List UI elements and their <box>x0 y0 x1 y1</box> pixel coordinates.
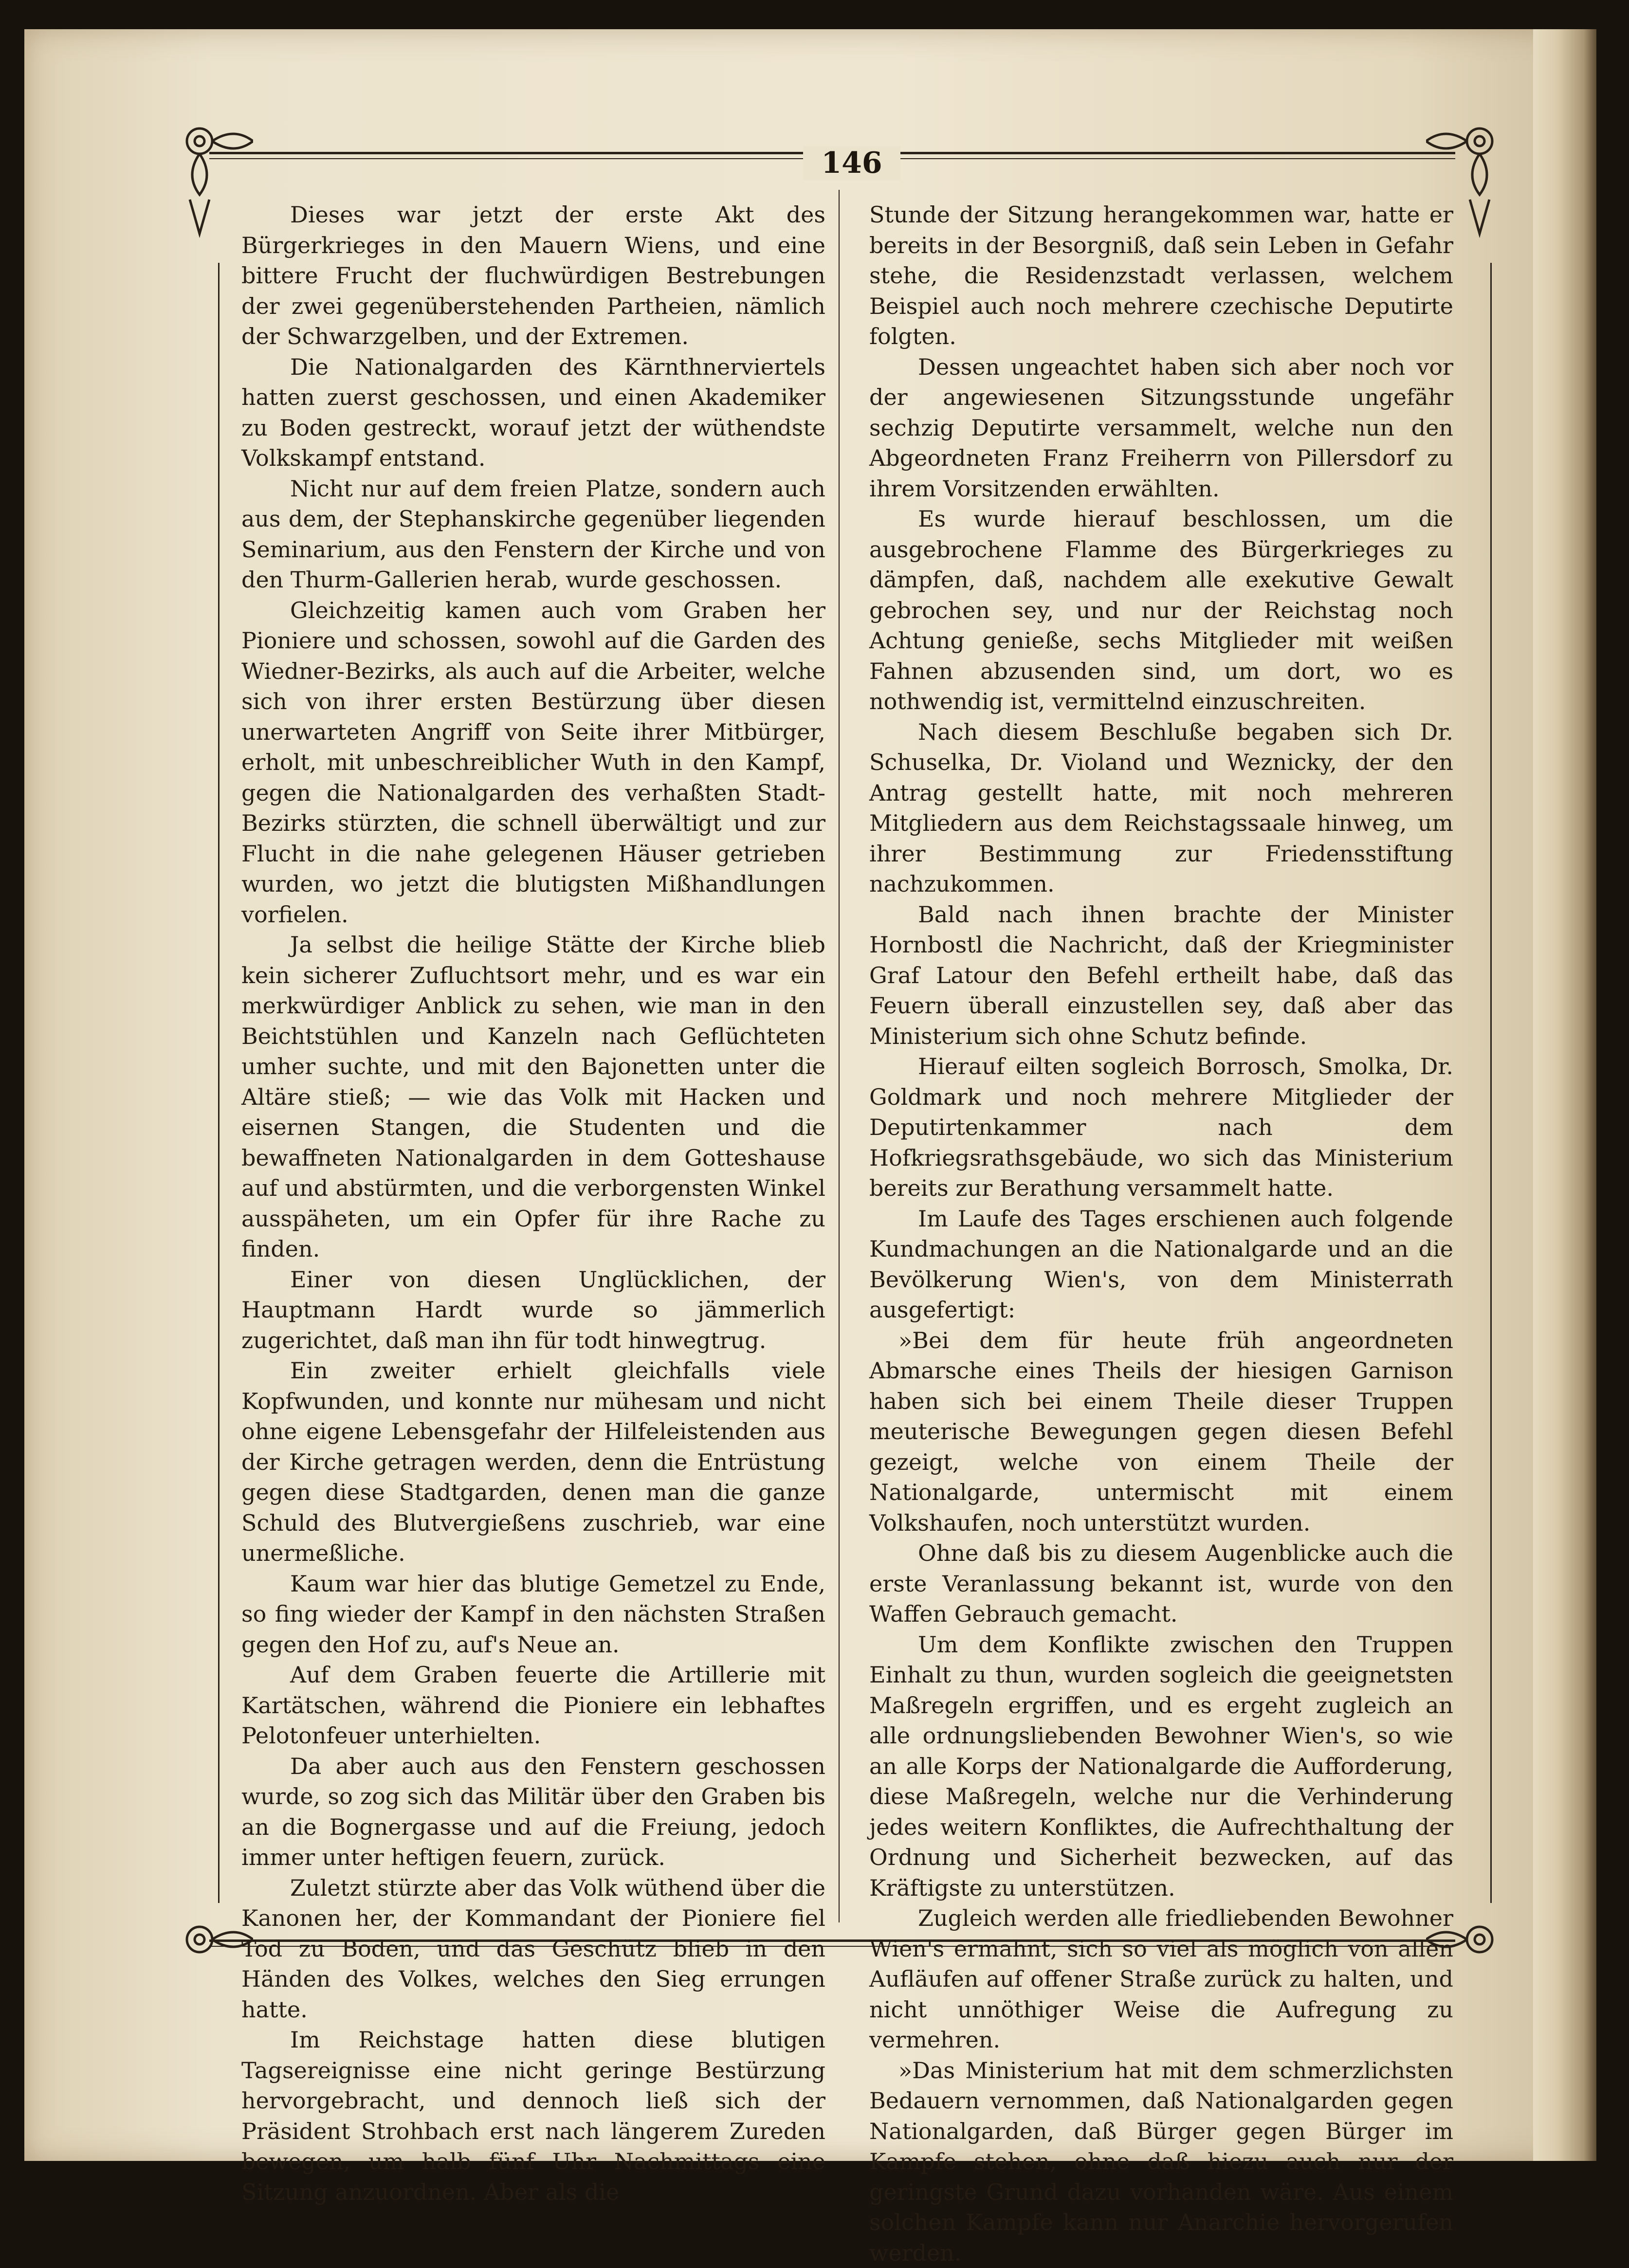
paragraph: Kaum war hier das blutige Gemetzel zu Ende, so fing wieder der Kampf in den nächsten Straßen gegen den Hof zu, auf's Neue an. <box>241 1569 825 1660</box>
paragraph: Ein zweiter erhielt gleichfalls viele Kopfwunden, und konnte nur mühesam und nicht ohne eigene Lebensgefahr der Hilfeleistenden aus der Kirche getragen werden, denn die Entrüstung gegen diese Stadtgarden, denen man die ganze Schuld des Blutvergießens zuschrieb, war eine unermeßliche. <box>241 1355 825 1569</box>
paragraph: Ohne daß bis zu diesem Augenblicke auch die erste Veranlassung bekannt ist, wurde von den Waffen Gebrauch gemacht. <box>869 1538 1453 1629</box>
paragraph: Ja selbst die heilige Stätte der Kirche blieb kein sicherer Zufluchtsort mehr, und es war ein merkwürdiger Anblick zu sehen, wie man in den Beichtstühlen und Kanzeln nach Geflüchteten umher suchte, und mit den Bajonetten unter die Altäre stieß; — wie das Volk mit Hacken und eisernen Stangen, die Studenten und die bewaffneten Nationalgarden in dem Gotteshause auf und abstürmten, und die verborgensten Winkel ausspäheten, um ein Opfer für ihre Rache zu finden. <box>241 930 825 1264</box>
book-page <box>24 29 1596 2161</box>
column-divider <box>839 190 840 1922</box>
paragraph: »Das Ministerium hat mit dem schmerzlichsten Bedauern vernommen, daß Nationalgarden gegen Nationalgarden, daß Bürger gegen Bürger im Kampfe stehen, ohne daß hiezu auch nur der geringste Grund dazu vorhanden wäre. Aus einem solchen Kampfe kann nur Anarchie hervorgerufen werden. <box>869 2055 1453 2268</box>
decorative-frame-right <box>1490 263 1492 1903</box>
paragraph: Dieses war jetzt der erste Akt des Bürgerkrieges in den Mauern Wiens, und eine bittere Frucht der fluchwürdigen Bestrebungen der zwei gegenüberstehenden Partheien, nämlich der Schwarzgelben, und der Extremen. <box>241 200 825 352</box>
paragraph: Nach diesem Beschluße begaben sich Dr. Schuselka, Dr. Violand und Weznicky, der den Antrag gestellt hatte, mit noch mehreren Mitgliedern aus dem Reichstagssaale hinweg, um ihrer Bestimmung zur Friedensstiftung nachzukommen. <box>869 717 1453 899</box>
paragraph: Nicht nur auf dem freien Platze, sondern auch aus dem, der Stephanskirche gegenüber liegenden Seminarium, aus den Fenstern der Kirche und von den Thurm-Gallerien herab, wurde geschossen. <box>241 474 825 595</box>
right-column <box>869 200 1453 2268</box>
paragraph: Auf dem Graben feuerte die Artillerie mit Kartätschen, während die Pioniere ein lebhaftes Pelotonfeuer unterhielten. <box>241 1660 825 1751</box>
paragraph: Im Laufe des Tages erschienen auch folgende Kundmachungen an die Nationalgarde und an die Bevölkerung Wien's, von dem Ministerrath ausgefertigt: <box>869 1204 1453 1325</box>
paragraph: Es wurde hierauf beschlossen, um die ausgebrochene Flamme des Bürgerkrieges zu dämpfen, daß, nachdem alle exekutive Gewalt gebrochen sey, und nur der Reichstag noch Achtung genieße, sechs Mitglieder mit weißen Fahnen abzusenden sind, um dort, wo es nothwendig ist, vermittelnd einzuschreiten. <box>869 504 1453 717</box>
paragraph: Dessen ungeachtet haben sich aber noch vor der angewiesenen Sitzungsstunde ungefähr sechzig Deputirte versammelt, welche nun den Abgeordneten Franz Freiherrn von Pillersdorf zu ihrem Vorsitzenden erwählten. <box>869 352 1453 504</box>
paragraph: »Bei dem für heute früh angeordneten Abmarsche eines Theils der hiesigen Garnison haben sich bei einem Theile dieser Truppen meuterische Bewegungen gegen diesen Befehl gezeigt, welche von einem Theile der Nationalgarde, untermischt mit einem Volkshaufen, noch unterstützt wurden. <box>869 1325 1453 1538</box>
paragraph: Hierauf eilten sogleich Borrosch, Smolka, Dr. Goldmark und noch mehrere Mitglieder der Deputirtenkammer nach dem Hofkriegsrathsgebäude, wo sich das Ministerium bereits zur Berathung versammelt hatte. <box>869 1051 1453 1204</box>
paragraph: Einer von diesen Unglücklichen, der Hauptmann Hardt wurde so jämmerlich zugerichtet, daß man ihn für todt hinwegtrug. <box>241 1264 825 1356</box>
decorative-frame-left <box>218 263 220 1903</box>
paragraph: Die Nationalgarden des Kärnthnerviertels hatten zuerst geschossen, und einen Akademiker zu Boden gestreckt, worauf jetzt der wüthendste Volkskampf entstand. <box>241 352 825 474</box>
left-column <box>241 200 825 2207</box>
paragraph: Im Reichstage hatten diese blutigen Tagsereignisse eine nicht geringe Bestürzung hervorgebracht, und dennoch ließ sich der Präsident Strohbach erst nach längerem Zureden bewegen, um halb fünf Uhr Nachmittags eine Sitzung anzuordnen. Aber als die <box>241 2025 825 2207</box>
paragraph: Gleichzeitig kamen auch vom Graben her Pioniere und schossen, sowohl auf die Garden des Wiedner-Bezirks, als auch auf die Arbeiter, welche sich von ihrer ersten Bestürzung über diesen unerwarteten Angriff von Seite ihrer Mitbürger, erholt, mit unbeschreiblicher Wuth in den Kampf, gegen die Nationalgarden des verhaßten Stadt-Bezirks stürzten, die schnell überwältigt und zur Flucht in die nahe gelegenen Häuser getrieben wurden, wo jetzt die blutigsten Mißhandlungen vorfielen. <box>241 595 825 930</box>
paragraph: Da aber auch aus den Fenstern geschossen wurde, so zog sich das Militär über den Graben bis an die Bognergasse und auf die Freiung, jedoch immer unter heftigen feuern, zurück. <box>241 1751 825 1873</box>
paragraph: Bald nach ihnen brachte der Minister Hornbostl die Nachricht, daß der Kriegminister Graf Latour den Befehl ertheilt habe, daß das Feuern überall einzustellen sey, daß aber das Ministerium sich ohne Schutz befinde. <box>869 899 1453 1052</box>
paragraph: Zugleich werden alle friedliebenden Bewohner Wien's ermahnt, sich so viel als möglich von allen Aufläufen auf offener Straße zurück zu halten, und nicht unnöthiger Weise die Aufregung zu vermehren. <box>869 1903 1453 2055</box>
book-spine <box>1533 29 1596 2161</box>
paragraph: Zuletzt stürzte aber das Volk wüthend über die Kanonen her, der Kommandant der Pioniere fiel Tod zu Boden, und das Geschütz blieb in den Händen des Volkes, welches den Sieg errungen hatte. <box>241 1873 825 2025</box>
paragraph: Um dem Konflikte zwischen den Truppen Einhalt zu thun, wurden sogleich die geeignetsten Maßregeln ergriffen, und es ergeht zugleich an alle ordnungsliebenden Bewohner Wien's, so wie an alle Korps der Nationalgarde die Aufforderung, diese Maßregeln, welche nur die Verhinderung jedes weitern Konfliktes, die Aufrechthaltung der Ordnung und Sicherheit bezwecken, auf das Kräftigste zu unterstützen. <box>869 1629 1453 1903</box>
page-number: 146 <box>803 146 900 180</box>
paragraph: Stunde der Sitzung herangekommen war, hatte er bereits in der Besorgniß, daß sein Leben in Gefahr stehe, die Residenzstadt verlassen, welchem Beispiel auch noch mehrere czechische Deputirte folgten. <box>869 200 1453 352</box>
